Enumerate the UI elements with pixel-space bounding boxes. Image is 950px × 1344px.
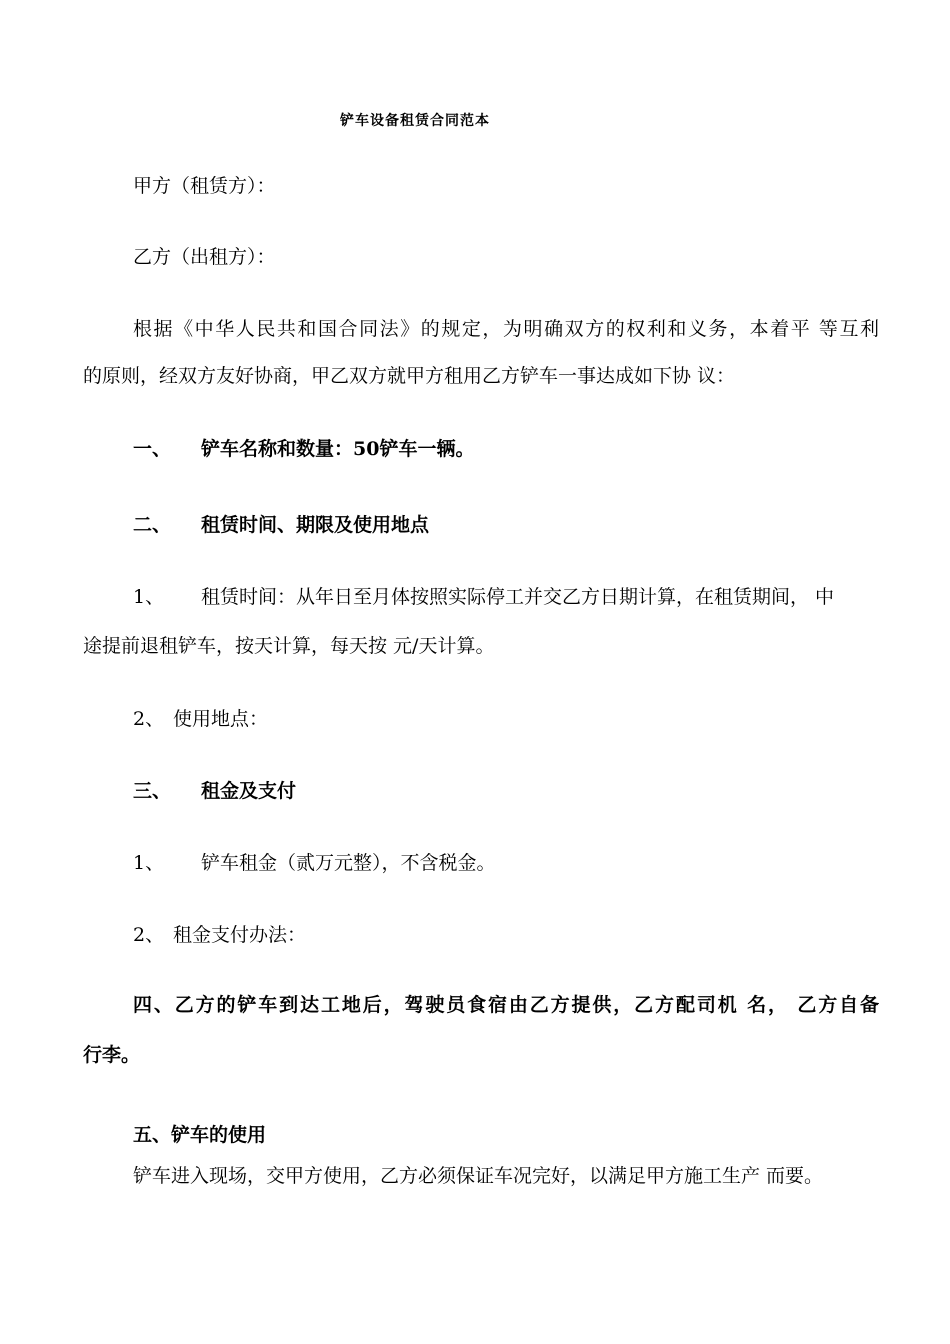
preamble-line-2: 的原则，经双方友好协商，甲乙双方就甲方租用乙方铲车一事达成如下协 议：: [83, 365, 736, 387]
item-2-2-text: 使用地点：: [173, 708, 269, 730]
section-3-number: 三、: [133, 780, 172, 802]
section-5-heading: 五、铲车的使用: [133, 1124, 267, 1146]
section-4-line-1: 四、乙方的铲车到达工地后，驾驶员食宿由乙方提供，乙方配司机 名， 乙方自备: [133, 994, 879, 1016]
item-2-1-line-2: 途提前退租铲车，按天计算，每天按 元/天计算。: [83, 635, 495, 657]
item-3-1: [133, 849, 496, 877]
item-3-2-number: 2、: [133, 924, 165, 946]
item-2-2: [133, 705, 268, 733]
item-3-2: [133, 921, 306, 949]
item-3-1-text: 铲车租金（贰万元整），不含税金。: [201, 852, 496, 874]
item-2-1-line-1: [133, 583, 879, 611]
preamble-line-1: 根据《中华人民共和国合同法》的规定，为明确双方的权利和义务，本着平 等互利: [133, 318, 879, 340]
document-title: 铲车设备租赁合同范本: [340, 113, 490, 129]
section-1-number: 一、: [133, 438, 172, 460]
section-2: [133, 511, 429, 539]
section-2-number: 二、: [133, 514, 172, 536]
item-2-1-text-1: 租赁时间：从年日至月体按照实际停工并交乙方日期计算，在租赁期间， 中: [201, 586, 835, 608]
item-3-2-text: 租金支付办法：: [173, 924, 307, 946]
section-3-text: 租金及支付: [201, 780, 297, 802]
section-2-text: 租赁时间、期限及使用地点: [201, 514, 430, 536]
section-1: [133, 435, 474, 463]
section-4-line-2: 行李。: [83, 1044, 141, 1066]
section-1-text: 铲车名称和数量：50铲车一辆。: [201, 438, 475, 460]
item-3-1-number: 1、: [133, 852, 165, 874]
item-2-1-number: 1、: [133, 586, 165, 608]
party-b-line: 乙方（出租方）：: [133, 246, 276, 268]
item-2-2-number: 2、: [133, 708, 165, 730]
section-3: [133, 777, 296, 805]
section-5-text: 铲车进入现场，交甲方使用，乙方必须保证车况完好，以满足甲方施工生产 而要。: [133, 1165, 824, 1187]
party-a-line: 甲方（租赁方）：: [133, 175, 276, 197]
